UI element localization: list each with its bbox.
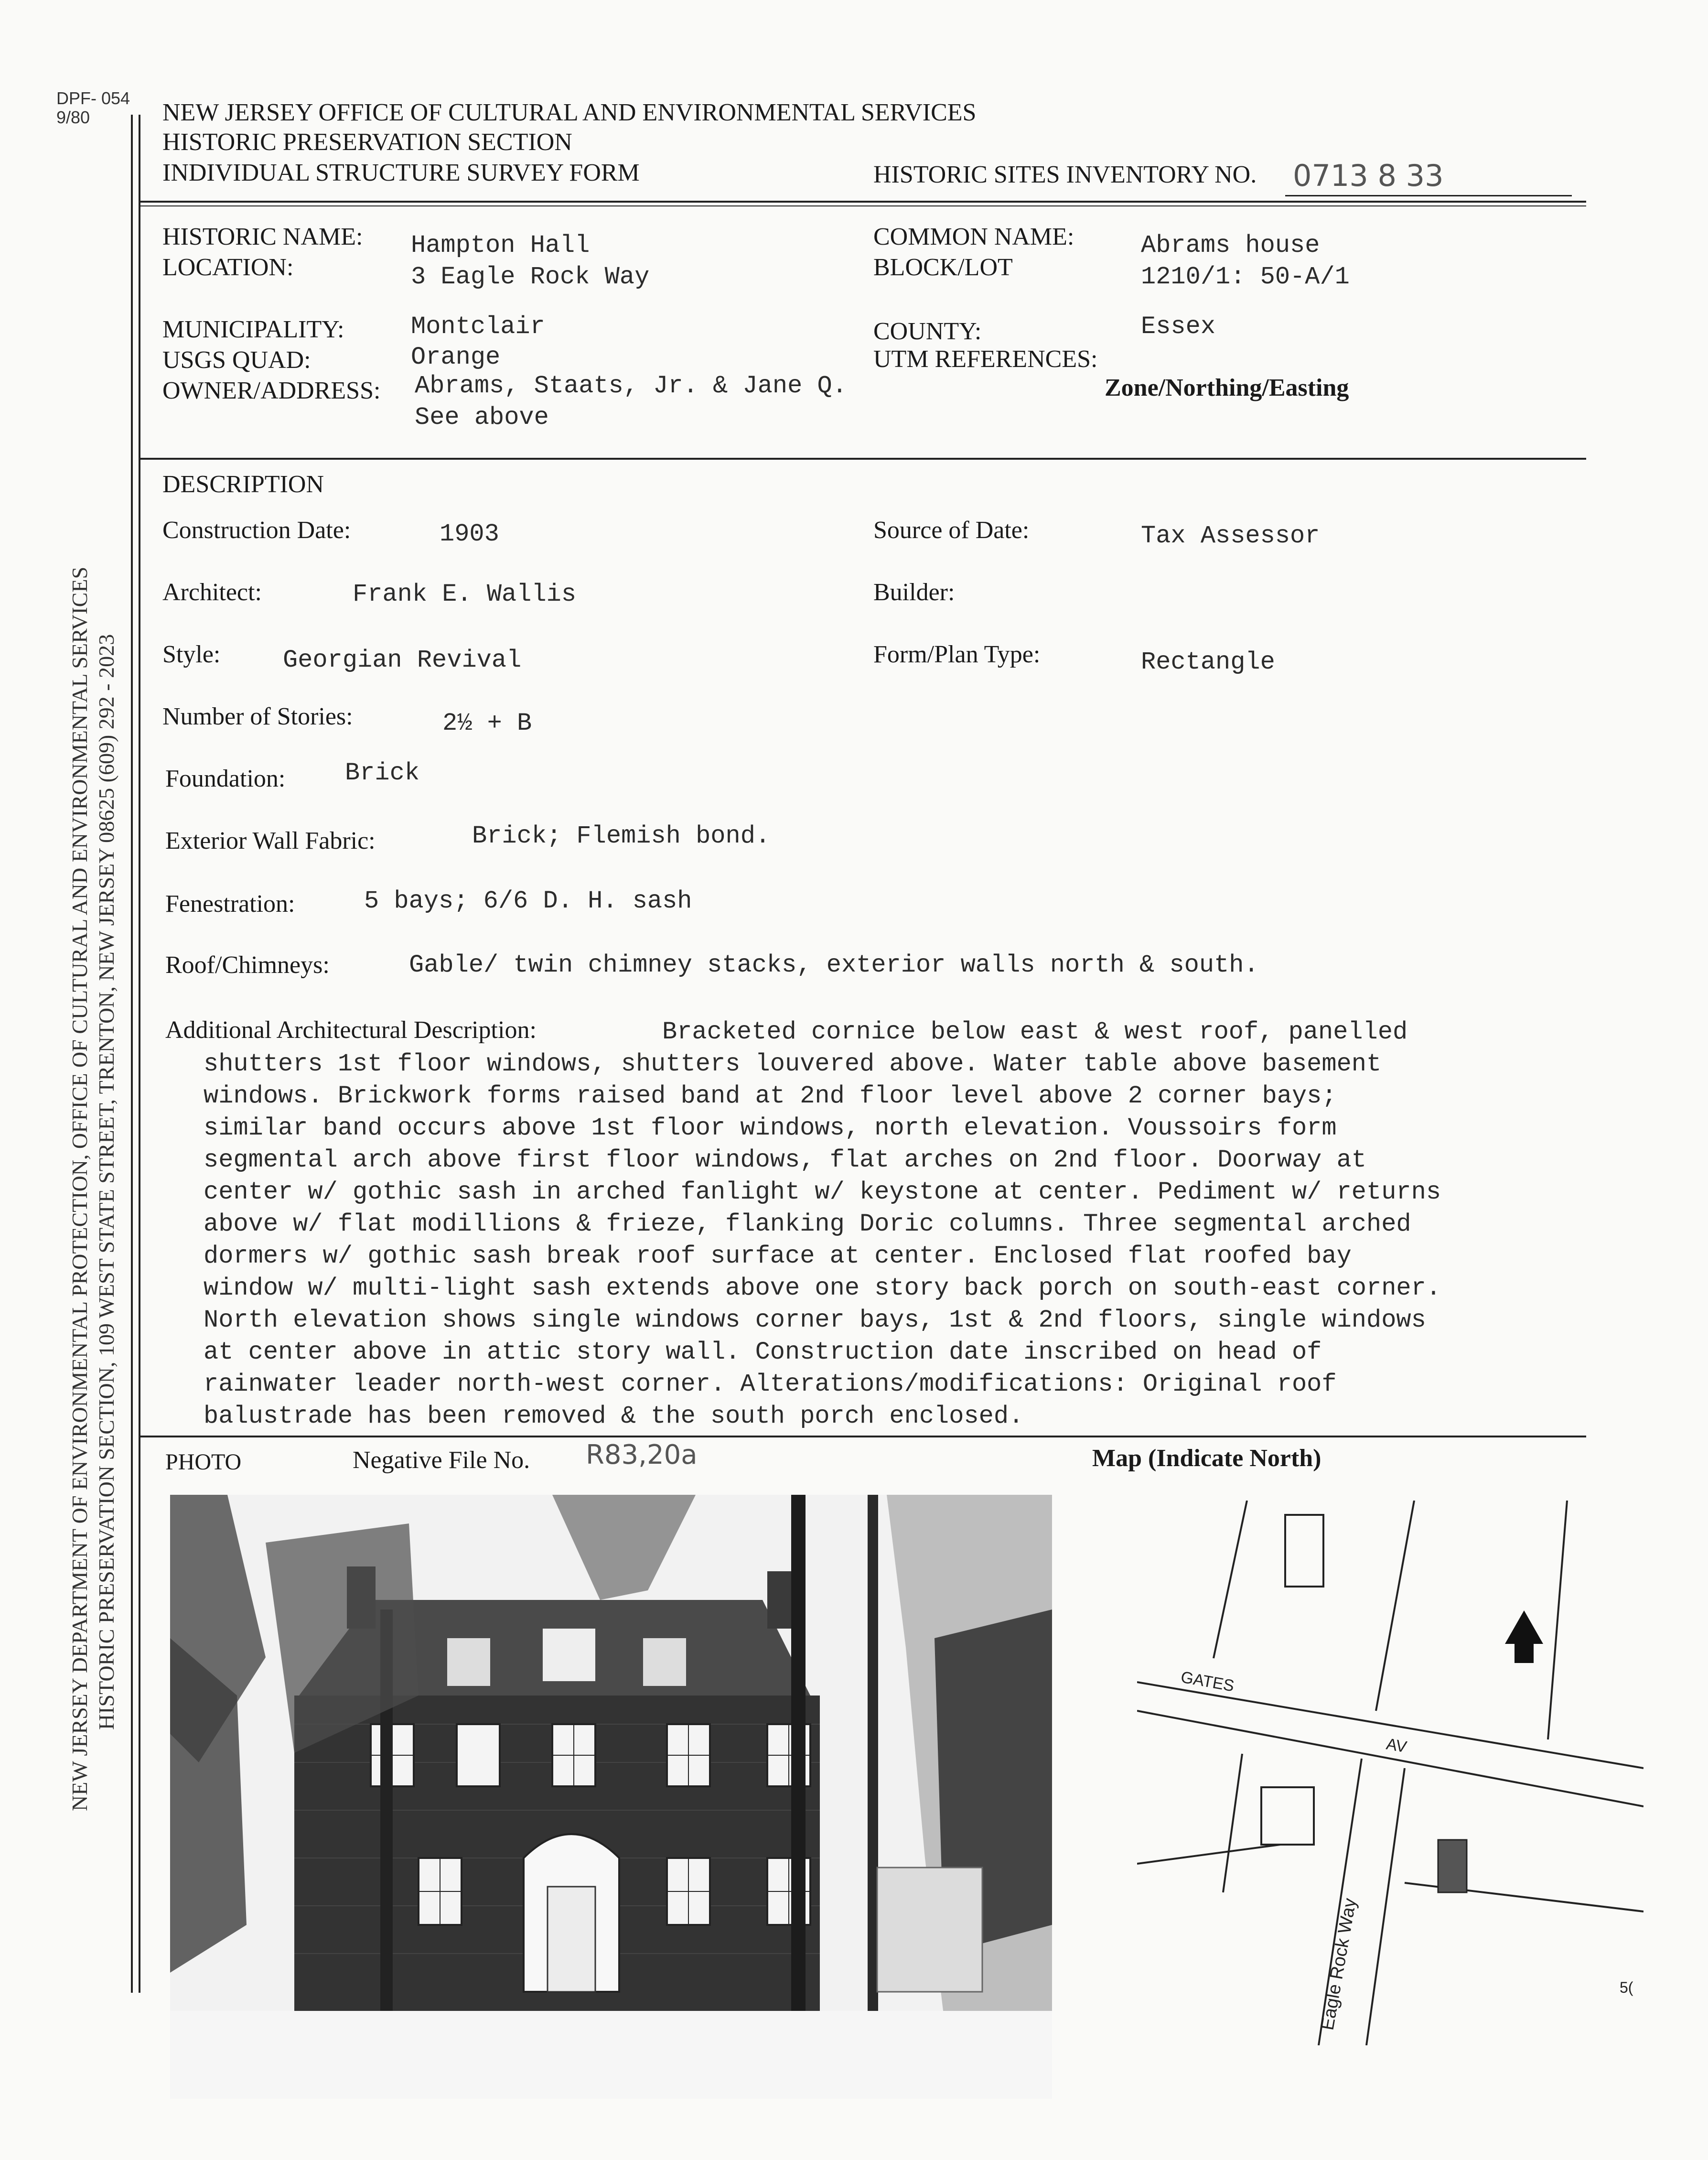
additional-description-line: rainwater leader north-west corner. Alterations/modifications: Original roof [204,1370,1337,1398]
municipality-label: MUNICIPALITY: [162,316,344,343]
left-border-inner [139,115,140,1993]
wall-fabric-value: Brick; Flemish bond. [472,822,771,850]
map-street-av: AV [1385,1735,1408,1757]
fenestration-label: Fenestration: [165,890,295,918]
historic-name-label: HISTORIC NAME: [162,223,363,250]
sidebar-line2: HISTORIC PRESERVATION SECTION, 109 WEST STATE STREET, TRENTON, NEW JERSEY 08625 (609) 292 - 2023 [94,634,118,1730]
map-label: Map (Indicate North) [1092,1445,1321,1472]
usgs-value: Orange [411,343,501,371]
owner-label: OWNER/ADDRESS: [162,377,381,404]
source-label: Source of Date: [873,517,1030,544]
historic-name-value: Hampton Hall [411,231,590,259]
additional-description-line: above w/ flat modillions & frieze, flanking Doric columns. Three segmental arched [204,1210,1411,1238]
stories-label: Number of Stories: [162,703,353,730]
form-code: DPF- 054 [56,88,130,108]
inventory-value: 0713 8 33 [1293,158,1444,193]
map-corner-num: 5( [1620,1979,1633,1996]
architect-label: Architect: [162,579,262,606]
inventory-underline [1285,195,1572,196]
roof-value: Gable/ twin chimney stacks, exterior walls north & south. [409,951,1259,979]
additional-description-line: dormers w/ gothic sash break roof surface at center. Enclosed flat roofed bay [204,1242,1352,1270]
left-border-outer [131,115,133,1993]
block-lot-value: 1210/1: 50-A/1 [1141,263,1350,291]
additional-description-line: windows. Brickwork forms raised band at 2nd floor level above 2 corner bays; [204,1082,1337,1110]
house-photo [170,1495,1052,2099]
header-rule-2 [139,205,1586,206]
additional-label: Additional Architectural Description: [165,1016,537,1044]
additional-description-line: at center above in attic story wall. Construction date inscribed on head of [204,1338,1322,1366]
county-label: COUNTY: [873,318,982,345]
header-line3: INDIVIDUAL STRUCTURE SURVEY FORM [162,159,640,186]
owner-address-value: See above [415,403,549,432]
fenestration-value: 5 bays; 6/6 D. H. sash [364,887,692,915]
county-value: Essex [1141,313,1216,341]
inventory-label: HISTORIC SITES INVENTORY NO. [873,161,1257,188]
utm-sub-label: Zone/Northing/Easting [1105,374,1349,401]
negative-label: Negative File No. [353,1447,530,1474]
foundation-label: Foundation: [165,765,286,792]
additional-description-line: similar band occurs above 1st floor windows, north elevation. Voussoirs form [204,1114,1337,1142]
additional-description-line: Bracketed cornice below east & west roof, panelled [662,1018,1408,1046]
map-street-gates: GATES [1179,1668,1236,1696]
sidebar-line1: NEW JERSEY DEPARTMENT OF ENVIRONMENTAL PROTECTION, OFFICE OF CULTURAL AND ENVIRONMENTAL SERVICES [67,566,92,1811]
owner-value: Abrams, Staats, Jr. & Jane Q. [415,372,847,400]
header-line1: NEW JERSEY OFFICE OF CULTURAL AND ENVIRONMENTAL SERVICES [162,99,977,126]
identity-rule [139,458,1586,460]
common-name-label: COMMON NAME: [873,223,1074,250]
additional-description-line: balustrade has been removed & the south porch enclosed. [204,1402,1024,1430]
construction-date-label: Construction Date: [162,517,351,544]
map-street-eagle-rock: Eagle Rock Way [1317,1897,1361,2032]
additional-description-line: window w/ multi-light sash extends above one story back porch on south-east corner. [204,1274,1441,1302]
additional-description-line: segmental arch above first floor windows, flat arches on 2nd floor. Doorway at [204,1146,1366,1174]
builder-label: Builder: [873,579,955,606]
form-plan-label: Form/Plan Type: [873,641,1041,668]
stories-value: 2½ + B [442,709,532,737]
location-value: 3 Eagle Rock Way [411,263,650,291]
style-value: Georgian Revival [283,646,522,674]
architect-value: Frank E. Wallis [353,580,577,608]
description-heading: DESCRIPTION [162,471,324,498]
common-name-value: Abrams house [1141,231,1320,259]
form-plan-value: Rectangle [1141,648,1275,676]
form-date: 9/80 [56,108,90,127]
usgs-label: USGS QUAD: [162,346,311,374]
location-map [1137,1501,1644,2045]
style-label: Style: [162,641,221,668]
block-lot-label: BLOCK/LOT [873,254,1013,281]
photo-rule [139,1436,1586,1437]
utm-label: UTM REFERENCES: [873,346,1098,373]
construction-date-value: 1903 [440,520,499,548]
additional-description-line: North elevation shows single windows corner bays, 1st & 2nd floors, single windows [204,1306,1426,1334]
header-line2: HISTORIC PRESERVATION SECTION [162,129,572,156]
municipality-value: Montclair [411,313,545,341]
wall-fabric-label: Exterior Wall Fabric: [165,827,376,854]
header-rule [139,201,1586,203]
additional-description-line: center w/ gothic sash in arched fanlight w/ keystone at center. Pediment w/ returns [204,1178,1441,1206]
source-value: Tax Assessor [1141,522,1320,550]
foundation-value: Brick [345,759,420,787]
additional-description-line: shutters 1st floor windows, shutters louvered above. Water table above basement [204,1050,1382,1078]
location-label: LOCATION: [162,254,294,281]
photo-label: PHOTO [165,1449,242,1475]
roof-label: Roof/Chimneys: [165,951,330,979]
negative-value: R83,20a [586,1439,698,1470]
